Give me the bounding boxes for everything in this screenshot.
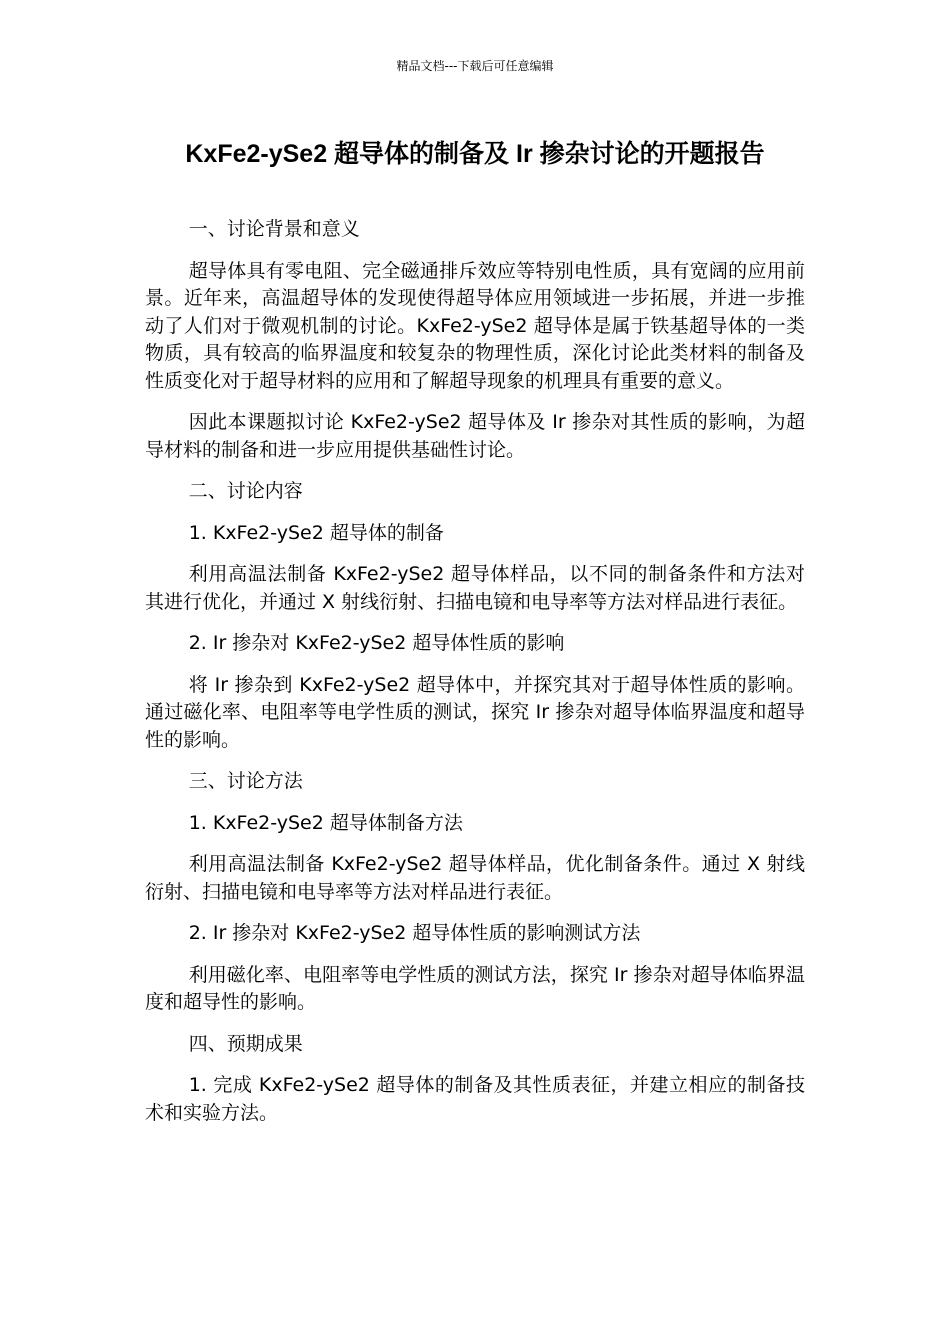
subheading-preparation: 1. KxFe2-ySe2 超导体的制备 (188, 521, 444, 544)
subheading-doping-test-method: 2. Ir 掺杂对 KxFe2-ySe2 超导体性质的影响测试方法 (188, 922, 641, 944)
page-header: 精品文档---下载后可任意编辑 (396, 59, 554, 73)
paragraph-preparation: 利用高温法制备 KxFe2-ySe2 超导体样品，以不同的制备条件和方法对其进行优化，并通过 X 射线衍射、扫描电镜和电导率等方法对样品进行表征。 (145, 563, 805, 613)
paragraph-preparation-method: 利用高温法制备 KxFe2-ySe2 超导体样品，优化制备条件。通过 X 射线衍射、扫描电镜和电导率等方法对样品进行表征。 (145, 853, 805, 903)
subheading-preparation-method: 1. KxFe2-ySe2 超导体制备方法 (188, 811, 463, 834)
section-heading-expected-results: 四、预期成果 (188, 1032, 303, 1055)
subheading-doping-effect: 2. Ir 掺杂对 KxFe2-ySe2 超导体性质的影响 (188, 632, 565, 654)
paragraph-doping-effect: 将 Ir 掺杂到 KxFe2-ySe2 超导体中，并探究其对于超导体性质的影响。通过磁化率、电阻率等电学性质的测试，探究 Ir 掺杂对超导体临界温度和超导性的影响。 (145, 673, 805, 751)
paragraph-expected-result-1: 1. 完成 KxFe2-ySe2 超导体的制备及其性质表征，并建立相应的制备技术和实验方法。 (145, 1074, 805, 1124)
paragraph-doping-test-method: 利用磁化率、电阻率等电学性质的测试方法，探究 Ir 掺杂对超导体临界温度和超导性的影响。 (145, 963, 805, 1013)
document-body (145, 216, 805, 1141)
section-heading-background: 一、讨论背景和意义 (188, 218, 360, 240)
paragraph-background: 超导体具有零电阻、完全磁通排斥效应等特别电性质，具有宽阔的应用前景。近年来，高温超导体的发现使得超导体应用领域进一步拓展，并进一步推动了人们对于微观机制的讨论。KxFe2-ySe2 超导体是属于铁基超导体的一类物质，具有较高的临界温度和较复杂的物理性质，深化讨论此类材料的制备及性质变化对于超导材料的应用和了解超导现象的机理具有重要的意义。 (145, 259, 805, 392)
section-heading-methods: 三、讨论方法 (188, 770, 303, 792)
paragraph-purpose: 因此本课题拟讨论 KxFe2-ySe2 超导体及 Ir 掺杂对其性质的影响，为超导材料的制备和进一步应用提供基础性讨论。 (145, 411, 805, 461)
document-title: KxFe2-ySe2 超导体的制备及 Ir 掺杂讨论的开题报告 (185, 140, 765, 168)
section-heading-content: 二、讨论内容 (188, 480, 303, 502)
